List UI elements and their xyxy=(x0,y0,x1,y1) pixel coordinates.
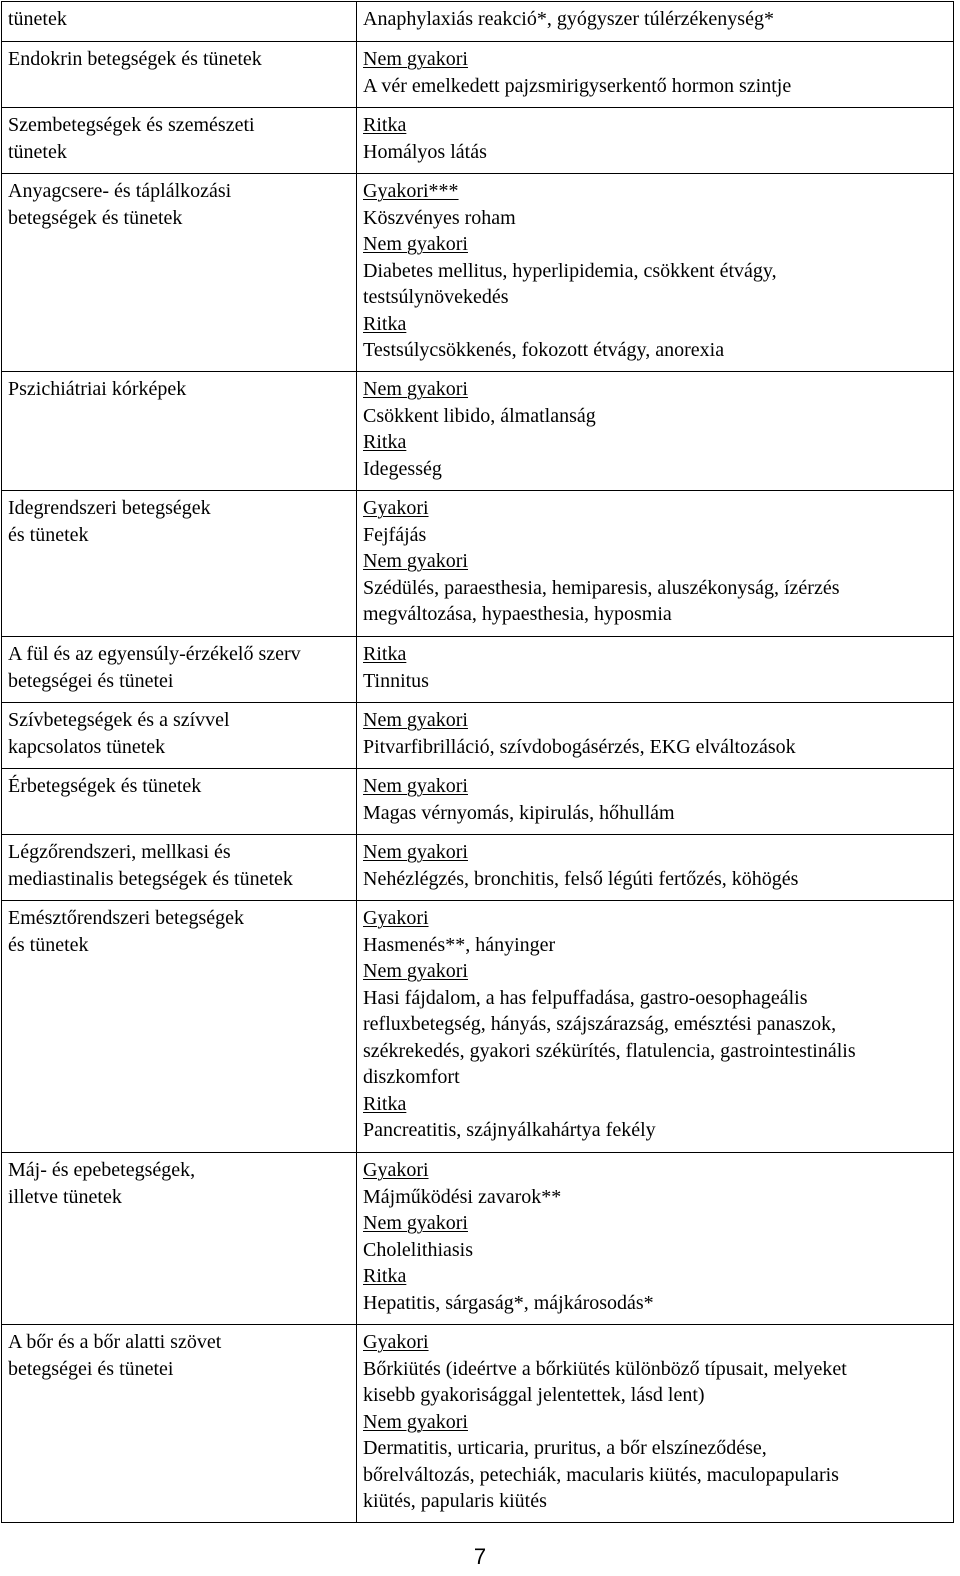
frequency-label xyxy=(363,311,947,338)
reaction-text: Magas vérnyomás, kipirulás, hőhullám xyxy=(363,801,675,824)
organ-class-label: Emésztőrendszeri betegségek xyxy=(8,907,245,929)
reaction-text: Cholelithiasis xyxy=(363,1238,473,1261)
frequency-label xyxy=(363,178,947,205)
frequency-label xyxy=(363,1329,947,1356)
frequency-label xyxy=(363,1210,947,1237)
reactions-cell xyxy=(357,703,954,769)
table-row xyxy=(2,372,954,491)
reaction-text: Idegesség xyxy=(363,457,442,480)
organ-class-cell xyxy=(2,372,357,491)
reaction-text: Testsúlycsökkenés, fokozott étvágy, anorexia xyxy=(363,339,725,361)
reactions-cell xyxy=(357,42,954,108)
frequency-text: Nem gyakori xyxy=(363,841,468,863)
frequency-text: Ritka xyxy=(363,1265,407,1287)
organ-class-label: Pszichiátriai kórképek xyxy=(8,378,187,400)
frequency-text: Nem gyakori xyxy=(363,1410,468,1433)
table-row xyxy=(2,42,954,108)
reactions-cell xyxy=(357,901,954,1153)
frequency-text: Nem gyakori xyxy=(363,233,468,255)
reaction-text: Májműködési zavarok** xyxy=(363,1185,562,1208)
organ-class-label: mediastinalis betegségek és tünetek xyxy=(8,867,293,890)
reactions-cell xyxy=(357,2,954,42)
frequency-text: Gyakori xyxy=(363,1331,429,1353)
frequency-label xyxy=(363,46,947,73)
frequency-label xyxy=(363,1091,947,1118)
reaction-text: Fejfájás xyxy=(363,523,427,546)
table-row xyxy=(2,108,954,174)
frequency-text: Nem gyakori xyxy=(363,378,468,400)
frequency-text: Nem gyakori xyxy=(363,960,468,982)
reaction-text: Pitvarfibrilláció, szívdobogásérzés, EKG elváltozások xyxy=(363,735,796,758)
frequency-label xyxy=(363,1263,947,1290)
organ-class-label: és tünetek xyxy=(8,933,89,956)
organ-class-cell xyxy=(2,42,357,108)
reaction-text: Diabetes mellitus, hyperlipidemia, csökkent étvágy, xyxy=(363,259,777,282)
organ-class-cell xyxy=(2,835,357,901)
frequency-label xyxy=(363,376,947,403)
organ-class-label: Endokrin betegségek és tünetek xyxy=(8,48,262,70)
reaction-text: székrekedés, gyakori székürítés, flatulencia, gastrointestinális xyxy=(363,1039,856,1062)
frequency-text: Ritka xyxy=(363,431,407,453)
frequency-text: Nem gyakori xyxy=(363,48,468,70)
organ-class-label: illetve tünetek xyxy=(8,1185,122,1208)
organ-class-cell xyxy=(2,1153,357,1325)
frequency-label xyxy=(363,1409,947,1436)
reaction-text: Tinnitus xyxy=(363,669,429,692)
reactions-cell xyxy=(357,1325,954,1523)
reaction-text: Köszvényes roham xyxy=(363,206,516,229)
organ-class-label: betegségei és tünetei xyxy=(8,1357,174,1380)
organ-class-cell xyxy=(2,108,357,174)
organ-class-label: Szembetegségek és szemészeti xyxy=(8,114,255,136)
reactions-cell xyxy=(357,769,954,835)
organ-class-label: Anyagcsere- és táplálkozási xyxy=(8,180,232,202)
organ-class-cell xyxy=(2,2,357,42)
table-row xyxy=(2,1153,954,1325)
table-row xyxy=(2,901,954,1153)
frequency-text: Ritka xyxy=(363,643,407,665)
reactions-cell xyxy=(357,174,954,372)
reaction-text: Csökkent libido, álmatlanság xyxy=(363,404,596,427)
frequency-label xyxy=(363,112,947,139)
frequency-text: Nem gyakori xyxy=(363,1212,468,1234)
organ-class-cell xyxy=(2,1325,357,1523)
reaction-text: refluxbetegség, hányás, szájszárazság, emésztési panaszok, xyxy=(363,1013,837,1035)
reactions-cell xyxy=(357,372,954,491)
reaction-text: testsúlynövekedés xyxy=(363,286,509,308)
organ-class-label: Érbetegségek és tünetek xyxy=(8,775,202,797)
table-body xyxy=(2,2,954,1523)
frequency-text: Nem gyakori xyxy=(363,709,468,731)
organ-class-label: A fül és az egyensúly-érzékelő szerv xyxy=(8,643,301,665)
reactions-cell xyxy=(357,1153,954,1325)
table-row xyxy=(2,174,954,372)
page-number: 7 xyxy=(473,1544,487,1569)
frequency-text: Gyakori xyxy=(363,497,429,519)
reaction-text: Hasmenés**, hányinger xyxy=(363,933,556,956)
frequency-label xyxy=(363,773,947,800)
organ-class-label: betegségek és tünetek xyxy=(8,206,183,229)
table-row xyxy=(2,769,954,835)
organ-class-label: A bőr és a bőr alatti szövet xyxy=(8,1331,222,1353)
table-row xyxy=(2,2,954,42)
organ-class-label: Légzőrendszeri, mellkasi és xyxy=(8,841,231,863)
reactions-cell xyxy=(357,835,954,901)
organ-class-cell xyxy=(2,174,357,372)
frequency-text: Ritka xyxy=(363,1092,407,1115)
frequency-label xyxy=(363,231,947,258)
reaction-text: bőrelváltozás, petechiák, macularis kiütés, maculopapularis xyxy=(363,1463,839,1486)
frequency-text: Gyakori*** xyxy=(363,180,459,202)
table-row xyxy=(2,491,954,637)
organ-class-label: tünetek xyxy=(8,140,67,163)
reaction-text: kisebb gyakorisággal jelentettek, lásd lent) xyxy=(363,1384,705,1406)
reaction-text: Homályos látás xyxy=(363,140,487,163)
organ-class-cell xyxy=(2,901,357,1153)
organ-class-label: kapcsolatos tünetek xyxy=(8,735,166,758)
reaction-text: megváltozása, hypaesthesia, hyposmia xyxy=(363,603,672,625)
reaction-text: Anaphylaxiás reakció*, gyógyszer túlérzékenység* xyxy=(363,8,774,30)
reaction-text: A vér emelkedett pajzsmirigyserkentő hormon szintje xyxy=(363,74,792,97)
reactions-cell xyxy=(357,491,954,637)
organ-class-label: és tünetek xyxy=(8,523,89,546)
frequency-label xyxy=(363,839,947,866)
organ-class-cell xyxy=(2,637,357,703)
adverse-reactions-table xyxy=(1,1,954,1523)
frequency-text: Gyakori xyxy=(363,1159,429,1181)
reactions-cell xyxy=(357,637,954,703)
reaction-text: Nehézlégzés, bronchitis, felső légúti fertőzés, köhögés xyxy=(363,867,799,890)
frequency-label xyxy=(363,429,947,456)
reaction-text: Dermatitis, urticaria, pruritus, a bőr elszíneződése, xyxy=(363,1437,767,1459)
frequency-label xyxy=(363,905,947,932)
frequency-text: Nem gyakori xyxy=(363,775,468,797)
organ-class-cell xyxy=(2,769,357,835)
reaction-text: Bőrkiütés (ideértve a bőrkiütés különböző típusait, melyeket xyxy=(363,1357,847,1380)
organ-class-label: Máj- és epebetegségek, xyxy=(8,1159,196,1181)
organ-class-cell xyxy=(2,703,357,769)
frequency-text: Nem gyakori xyxy=(363,550,468,572)
reaction-text: Pancreatitis, szájnyálkahártya fekély xyxy=(363,1119,656,1141)
table-row xyxy=(2,637,954,703)
reaction-text: Szédülés, paraesthesia, hemiparesis, aluszékonyság, ízérzés xyxy=(363,576,840,599)
frequency-text: Gyakori xyxy=(363,907,429,929)
reaction-text: kiütés, papularis kiütés xyxy=(363,1490,547,1512)
reaction-text: Hasi fájdalom, a has felpuffadása, gastro-oesophageális xyxy=(363,986,808,1009)
frequency-label xyxy=(363,1157,947,1184)
reaction-text: diszkomfort xyxy=(363,1066,460,1088)
table-row xyxy=(2,703,954,769)
organ-class-cell xyxy=(2,491,357,637)
organ-class-label: Szívbetegségek és a szívvel xyxy=(8,709,230,731)
frequency-label xyxy=(363,707,947,734)
organ-class-label: tünetek xyxy=(8,8,67,30)
organ-class-label: betegségei és tünetei xyxy=(8,669,174,692)
frequency-label xyxy=(363,641,947,668)
frequency-label xyxy=(363,495,947,522)
frequency-text: Ritka xyxy=(363,114,407,136)
frequency-text: Ritka xyxy=(363,312,407,335)
reaction-text: Hepatitis, sárgaság*, májkárosodás* xyxy=(363,1291,654,1314)
reactions-cell xyxy=(357,108,954,174)
organ-class-label: Idegrendszeri betegségek xyxy=(8,497,211,519)
frequency-label xyxy=(363,958,947,985)
table-row xyxy=(2,835,954,901)
table-row xyxy=(2,1325,954,1523)
frequency-label xyxy=(363,548,947,575)
